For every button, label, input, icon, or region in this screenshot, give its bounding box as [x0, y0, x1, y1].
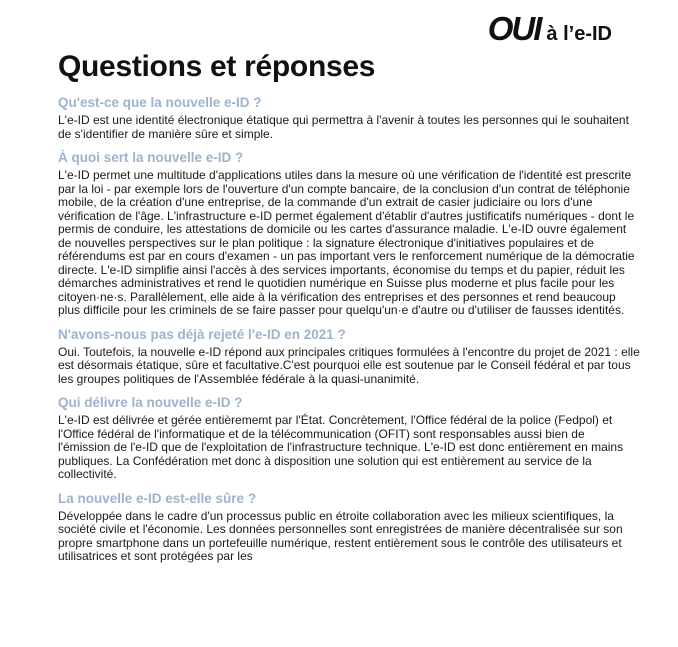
faq-question: Qui délivre la nouvelle e-ID ?	[58, 395, 243, 410]
faq-item-purpose	[58, 150, 640, 318]
faq-item-issuer	[58, 395, 640, 482]
logo-subtitle: à l’e-ID	[546, 23, 612, 45]
faq-question: À quoi sert la nouvelle e-ID ?	[58, 150, 244, 165]
faq-question: La nouvelle e-ID est-elle sûre ?	[58, 490, 257, 506]
faq-question: N'avons-nous pas déjà rejeté l'e-ID en 2021 ?	[58, 326, 346, 342]
faq-item-rejected-2021	[58, 327, 640, 387]
faq-item-security	[58, 491, 640, 564]
faq-question: Qu'est-ce que la nouvelle e-ID ?	[58, 95, 262, 110]
faq-item-what-is	[58, 95, 640, 141]
page-title: Questions et réponses	[58, 50, 376, 83]
faq-answer: Oui. Toutefois, la nouvelle e-ID répond aux principales critiques formulées à l'encontre du projet de 2021 : elle est désormais étatique, sûre et facultative.C'est pourquoi elle est soutenue par le Conseil fédéral et par tous les groupes politiques de l'Assemblée fédérale à la quasi-unanimité.	[58, 344, 640, 386]
faq-answer: L'e-ID est une identité électronique étatique qui permettra à l'avenir à toutes les personnes qui le souhaitent de s'identifier de manière sûre et simple.	[58, 113, 629, 141]
logo-oui-wordmark: OUI	[487, 10, 541, 47]
faq-answer: L'e-ID permet une multitude d'applications utiles dans la mesure où une vérification de l'identité est prescrite par la loi - par exemple lors de l'ouverture d'un compte bancaire, de la conclusion d'un contrat de téléphonie mobile, de la création d'une entreprise, de la commande d'un extrait de casier judiciaire ou lors d'une vérification de l'âge. L'infrastructure e-ID permet également d'établir d'autres justificatifs numériques - dont le permis de conduire, les attestations de domicile ou les cartes d'assurance maladie. L'e-ID ouvre également de nouvelles perspectives sur le plan politique : la signature électronique d'initiatives populaires et de référendums est par en cours d'examen - un pas important vers le renforcement numérique de la démocratie directe. L'e-ID simplifie ainsi l'accès à des services importants, économise du temps et du papier, réduit les démarches administratives et rend le quotidien numérique en Suisse plus moderne et plus facile pour les citoyen·ne·s. Parallèlement, elle aide à la vérification des entreprises et des personnes et rend beaucoup plus difficile pour les criminels de se faire passer pour quelqu'un·e d'autre ou d'utiliser de fausses identités.	[58, 168, 635, 317]
faq-answer: L'e-ID est délivrée et gérée entièrememt par l'État. Concrètement, l'Office fédéral de la police (Fedpol) et l'Office fédéral de l'informatique et de la télécommunication (OFIT) sont responsables aussi bien de l'émission de l'e-ID que de l'exploitation de l'infrastructure technique. L'e-ID est donc entièrement en mains publiques. La Confédération met donc à disposition une solution qui est entièrement au service de la collectivité.	[58, 413, 624, 481]
faq-answer: Développée dans le cadre d'un processus public en étroite collaboration avec les milieux scientifiques, la société civile et l'économie. Les données personnelles sont enregistrées de manière décentralisée sur son propre smartphone dans un portefeuille numérique, restent entièrement sous le contrôle des utilisateurs et utilisatrices et sont protégées par les	[58, 508, 623, 563]
campaign-logo	[488, 12, 612, 45]
faq-document	[58, 50, 640, 573]
